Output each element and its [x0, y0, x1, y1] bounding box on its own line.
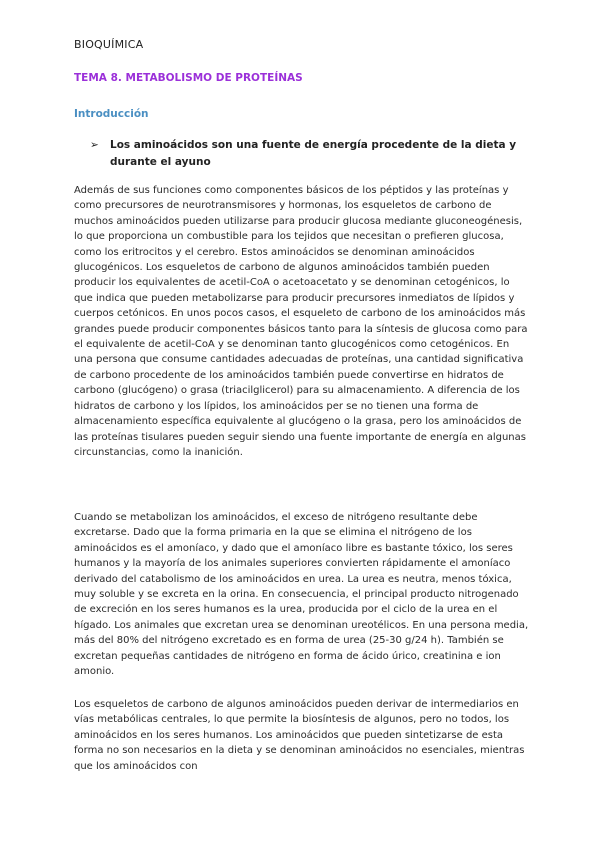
arrow-right-icon: ➢	[90, 139, 99, 151]
chapter-title: TEMA 8. METABOLISMO DE PROTEÍNAS	[74, 72, 303, 84]
paragraph: Además de sus funciones como componentes básicos de los péptidos y las proteínas y como precursores de neurotransmisores y hormonas, los esqueletos de carbono de muchos aminoácidos pueden utilizarse para producir glucosa mediante gluconeogénesis, lo que proporciona un combustible para los tejidos que necesitan o prefieren glucosa, como los eritrocitos y el cerebro. Estos aminoácidos se denominan aminoácidos glucogénicos. Los esqueletos de carbono de algunos aminoácidos también pueden producir los equivalentes de acetil-CoA o acetoacetato y se denominan cetogénicos, lo que indica que pueden metabolizarse para producir precursores inmediatos de lípidos y cuerpos cetónicos. En unos pocos casos, el esqueleto de carbono de los aminoácidos más grandes puede producir componentes básicos tanto para la síntesis de glucosa como para el equivalente de acetil-CoA y se denominan tanto glucogénicos como cetogénicos. En una persona que consume cantidades adecuadas de proteínas, una cantidad significativa de carbono procedente de los aminoácidos también puede convertirse en hidratos de carbono (glucógeno) o grasa (triacilglicerol) para su almacenamiento. A diferencia de los hidratos de carbono y los lípidos, los aminoácidos per se no tienen una forma de almacenamiento específica equivalente al glucógeno o la grasa, pero los aminoácidos de las proteínas tisulares pueden seguir siendo una fuente importante de energía en algunas circunstancias, como la inanición.	[74, 185, 528, 458]
paragraph: Cuando se metabolizan los aminoácidos, el exceso de nitrógeno resultante debe excretarse. Dado que la forma primaria en la que se elimina el nitrógeno de los aminoácidos es el amoníaco, y dado que el amoníaco libre es bastante tóxico, los seres humanos y la mayoría de los animales superiores convierten rápidamente el amoníaco derivado del catabolismo de los aminoácidos en urea. La urea es neutra, menos tóxica, muy soluble y se excreta en la orina. En consecuencia, el principal producto nitrogenado de excreción en los seres humanos es la urea, producida por el ciclo de la urea en el hígado. Los animales que excretan urea se denominan ureotélicos. En una persona media, más del 80% del nitrógeno excretado es en forma de urea (25-30 g/24 h). También se excretan pequeñas cantidades de nitrógeno en forma de ácido úrico, creatinina e ion amonio.	[74, 512, 529, 678]
paragraph: Los esqueletos de carbono de algunos aminoácidos pueden derivar de intermediarios en vías metabólicas centrales, lo que permite la biosíntesis de algunos, pero no todos, los aminoácidos en los seres humanos. Los aminoácidos que pueden sintetizarse de esta forma no son necesarios en la dieta y se denominan aminoácidos no esenciales, mientras que los aminoácidos con	[74, 699, 525, 772]
bullet-text: Los aminoácidos son una fuente de energía procedente de la dieta y durante el ayuno	[110, 139, 517, 168]
section-heading: Introducción	[74, 108, 149, 120]
bullet-point	[90, 137, 520, 171]
page-header: BIOQUÍMICA	[74, 38, 144, 51]
